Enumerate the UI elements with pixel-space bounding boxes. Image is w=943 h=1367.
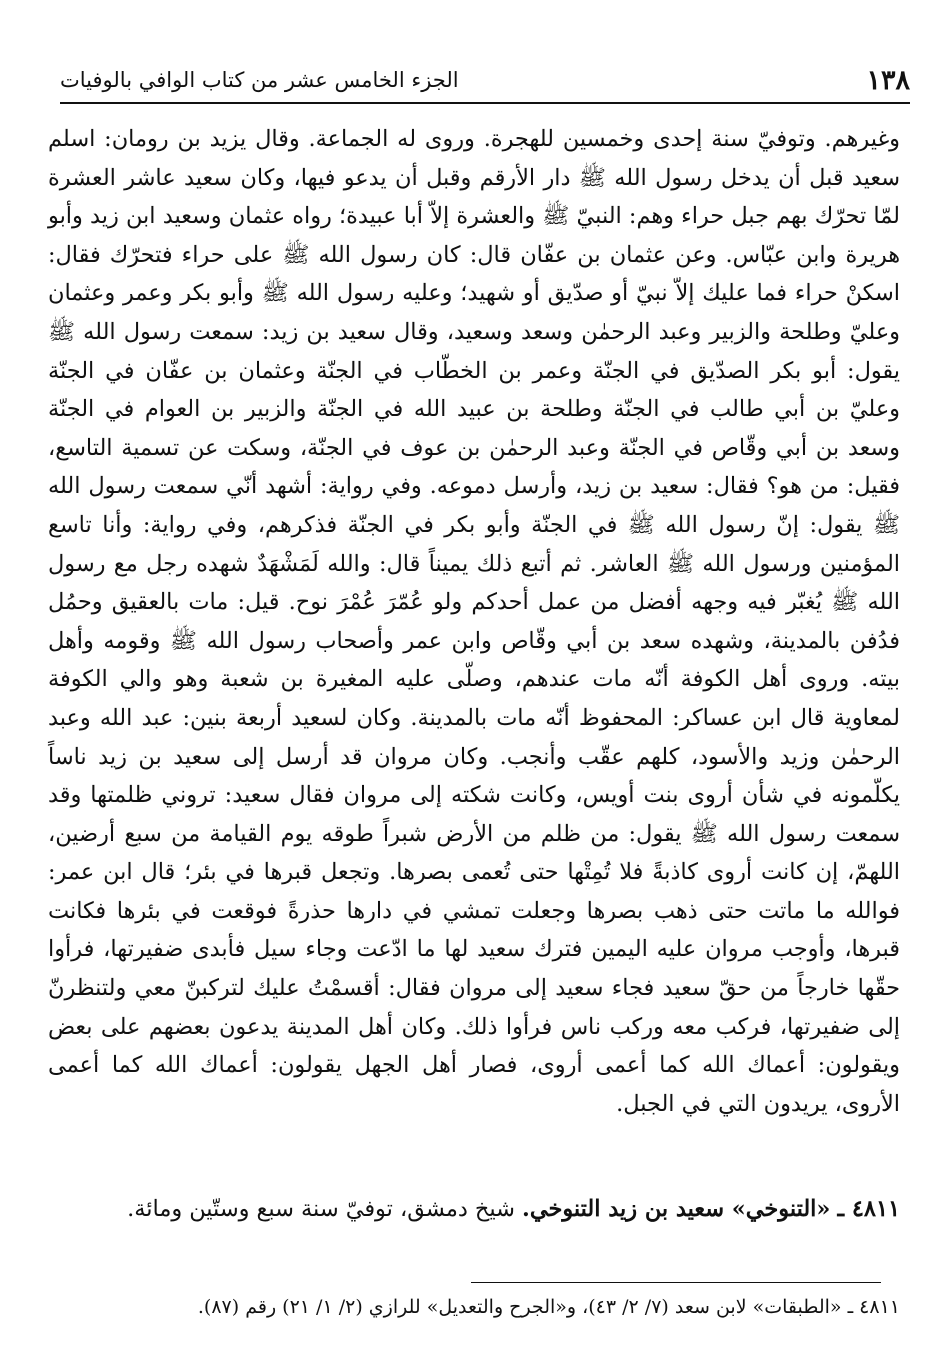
main-text-block	[48, 120, 900, 1123]
footnote-divider	[471, 1282, 881, 1283]
page-number: ١٣٨	[866, 64, 910, 96]
page-header	[60, 58, 910, 104]
body-paragraph: وغيرهم. وتوفيّ سنة إحدى وخمسين للهجرة. وروى له الجماعة. وقال يزيد بن رومان: اسلم سعيد قبل أن يدخل رسول الله ﷺ دار الأرقم وقبل أن يدعو فيها، وكان سعيد عاشر العشرة لمّا تحرّك بهم جبل حراء وهم: النبيّ ﷺ والعشرة إلاّ أبا عبيدة؛ رواه عثمان وسعيد ابن زيد وأبو هريرة وابن عبّاس. وعن عثمان بن عفّان قال: كان رسول الله ﷺ على حراء فتحرّك فقال: اسكنْ حراء فما عليك إلاّ نبيّ أو صدّيق أو شهيد؛ وعليه رسول الله ﷺ وأبو بكر وعمر وعثمان وعليّ وطلحة والزبير وعبد الرحمٰن وسعد وسعيد، وقال سعيد بن زيد: سمعت رسول الله ﷺ يقول: أبو بكر الصدّيق في الجنّة وعمر بن الخطّاب في الجنّة وعثمان بن عفّان في الجنّة وعليّ بن أبي طالب في الجنّة وطلحة بن عبيد الله في الجنّة والزبير بن العوام في الجنّة وسعد بن أبي وقّاص في الجنّة وعبد الرحمٰن بن عوف في الجنّة، وسكت عن تسمية التاسع، فقيل: من هو؟ فقال: سعيد بن زيد، وأرسل دموعه. وفي رواية: أشهد أنّي سمعت رسول الله ﷺ يقول: إنّ رسول الله ﷺ في الجنّة وأبو بكر في الجنّة فذكرهم، وفي رواية: وأنا تاسع المؤمنين ورسول الله ﷺ العاشر. ثم أتبع ذلك يميناً قال: والله لَمَشْهَدٌ شهده رجل مع رسول الله ﷺ يُغبّر فيه وجهه أفضل من عمل أحدكم ولو عُمّرَ عُمْرَ نوح. قيل: مات بالعقيق وحمُل فدُفن بالمدينة، وشهده سعد بن أبي وقّاص وابن عمر وأصحاب رسول الله ﷺ وقومه وأهل بيته. وروى أهل الكوفة أنّه مات عندهم، وصلّى عليه المغيرة بن شعبة وهو والي الكوفة لمعاوية قال ابن عساكر: المحفوظ أنّه مات بالمدينة. وكان لسعيد أربعة بنين: عبد الله وعبد الرحمٰن وزيد والأسود، كلهم عقّب وأنجب. وكان مروان قد أرسل إلى سعيد بن زيد ناساً يكلّمونه في شأن أروى بنت أويس، وكانت شكته إلى مروان فقال سعيد: تروني ظلمتها وقد سمعت رسول الله ﷺ يقول: من ظلم من الأرض شبراً طوقه يوم القيامة من سبع أرضين، اللهمّ، إن كانت أروى كاذبةً فلا تُمِتْها حتى تُعمى بصرها. وتجعل قبرها في بئر؛ قال ابن عمر: فوالله ما ماتت حتى ذهب بصرها وجعلت تمشي في دارها حذرةً فوقعت في بئرها فكانت قبرها، وأوجب مروان عليه اليمين فترك سعيد لها ما ادّعت وجاء سيل فأبدى ضفيرتها، فرأوا حقّها خارجاً من حقّ سعيد فجاء سعيد إلى مروان فقال: أقسمْتُ عليك لتركبنّ معي ولتنظرنّ إلى ضفيرتها، فركب معه وركب ناس فرأوا ذلك. وكان أهل المدينة يدعون بعضهم على بعض ويقولون: أعماك الله كما أعمى أروى، فصار أهل الجهل يقولون: أعماك الله كما أعمى الأروى، يريدون التي في الجبل.	[48, 126, 900, 1117]
entry-text: شيخ دمشق، توفيّ سنة سبع وستّين ومائة.	[127, 1196, 515, 1222]
biography-entry	[48, 1190, 900, 1229]
entry-number: ٤٨١١ ـ	[837, 1196, 900, 1222]
footnote: ٤٨١١ ـ «الطبقات» لابن سعد (٧/ ٢/ ٤٣)، و«الجرح والتعديل» للرازي (٢/ ١/ ٢١) رقم (٨٧).	[197, 1296, 900, 1318]
running-title: الجزء الخامس عشر من كتاب الوافي بالوفيات	[60, 68, 459, 92]
entry-heading: «التنوخي» سعيد بن زيد التنوخي.	[522, 1196, 831, 1222]
